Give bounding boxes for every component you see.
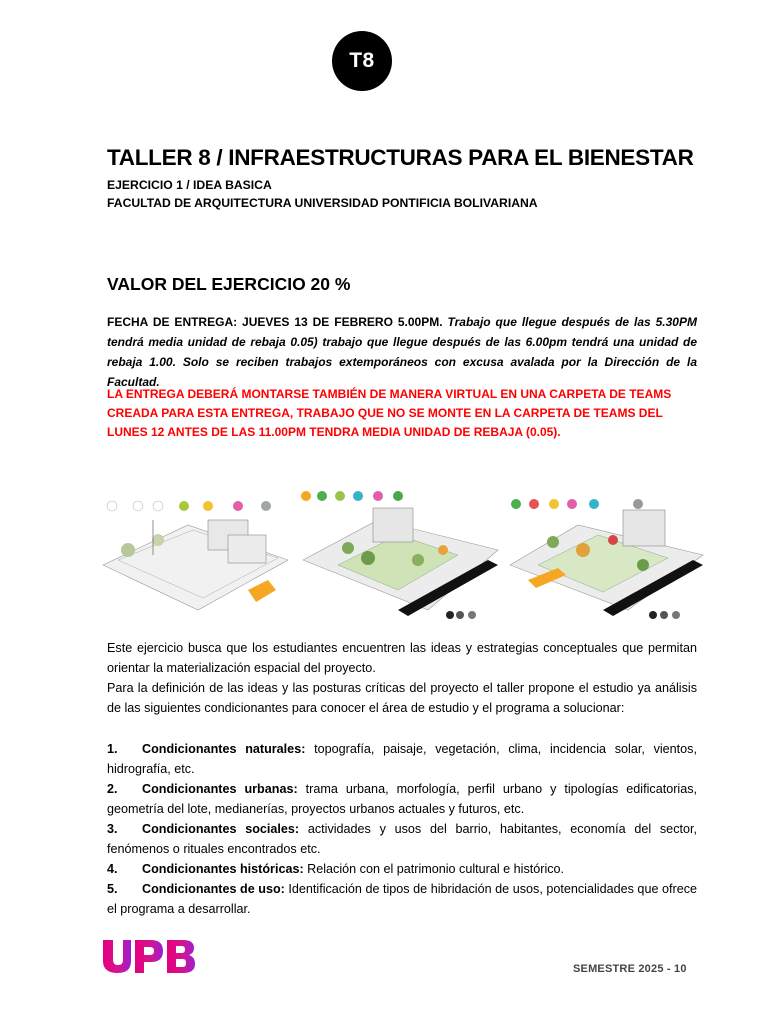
list-item-label: Condicionantes históricas: <box>142 862 304 876</box>
list-item-label: Condicionantes naturales: <box>142 742 306 756</box>
delivery-date-detail: Trabajo que llegue después de las 5.30PM tendrá media unidad de rebaja 0.05) trabajo que llegue después de las 6.00pm tendrá una unidad de rebaja 1.00. Solo se reciben trabajos extemporáneos con excusa avalada por la Dirección de la Facultad. <box>107 315 697 389</box>
semester-label: SEMESTRE 2025 - 10 <box>573 963 687 975</box>
list-item <box>107 819 697 859</box>
list-item <box>107 739 697 779</box>
list-item-text: Relación con el patrimonio cultural e histórico. <box>303 862 565 876</box>
list-item-text: trama urbana, morfología, perfil urbano y tipologías edificatorias, geometría del lote, medianerías, proyectos urbanos actuales y futuros, etc. <box>107 782 697 816</box>
list-item-label: Condicionantes sociales: <box>142 822 300 836</box>
list-item <box>107 879 697 919</box>
list-item-number: 1. <box>107 742 118 756</box>
delivery-date-paragraph <box>107 312 697 392</box>
list-item-label: Condicionantes urbanas: <box>142 782 298 796</box>
exercise-value-heading: VALOR DEL EJERCICIO 20 % <box>107 274 351 294</box>
list-item-label: Condicionantes de uso: <box>142 882 285 896</box>
list-item-number: 4. <box>107 862 118 876</box>
axonometric-panel-2 <box>298 480 503 630</box>
axonometric-illustrations <box>98 480 708 630</box>
list-item <box>107 779 697 819</box>
list-item-number: 3. <box>107 822 118 836</box>
page-title: TALLER 8 / INFRAESTRUCTURAS PARA EL BIENESTAR <box>107 145 694 170</box>
list-item-text: topografía, paisaje, vegetación, clima, incidencia solar, vientos, hidrografía, etc. <box>107 742 697 776</box>
intro-paragraph-1: Este ejercicio busca que los estudiantes encuentren las ideas y estrategias conceptuales que permitan orientar la materialización espacial del proyecto. <box>107 641 697 675</box>
axonometric-panel-3 <box>508 480 708 630</box>
faculty-subtitle: FACULTAD DE ARQUITECTURA UNIVERSIDAD PONTIFICIA BOLIVARIANA <box>107 196 538 210</box>
list-item-text: actividades y usos del barrio, habitantes, economía del sector, fenómenos o rituales encontrados etc. <box>107 822 697 856</box>
list-item-number: 2. <box>107 782 118 796</box>
conditions-list <box>107 739 697 919</box>
list-item-text: Identificación de tipos de hibridación de usos, potencialidades que ofrece el programa a desarrollar. <box>107 882 697 916</box>
upb-logo <box>101 938 197 974</box>
intro-text <box>107 638 697 718</box>
axonometric-panel-1 <box>98 480 293 630</box>
illustration-strip <box>98 480 708 630</box>
delivery-date-label: FECHA DE ENTREGA: JUEVES 13 DE FEBRERO 5.00PM. <box>107 315 448 329</box>
exercise-subtitle: EJERCICIO 1 / IDEA BASICA <box>107 178 272 192</box>
list-item <box>107 859 697 879</box>
workshop-badge: T8 <box>332 31 392 91</box>
teams-alert-paragraph: LA ENTREGA DEBERÁ MONTARSE TAMBIÉN DE MANERA VIRTUAL EN UNA CARPETA DE TEAMS CREADA PARA ESTA ENTREGA, TRABAJO QUE NO SE MONTE EN LA CARPETA DE TEAMS DEL LUNES 12 ANTES DE LAS 11.00PM TENDRA MEDIA UNIDAD DE REBAJA (0.05). <box>107 387 672 439</box>
list-item-number: 5. <box>107 882 118 896</box>
intro-paragraph-2: Para la definición de las ideas y las posturas críticas del proyecto el taller propone el estudio ya análisis de las siguientes condicionantes para conocer el área de estudio y el programa a solucionar: <box>107 681 697 715</box>
